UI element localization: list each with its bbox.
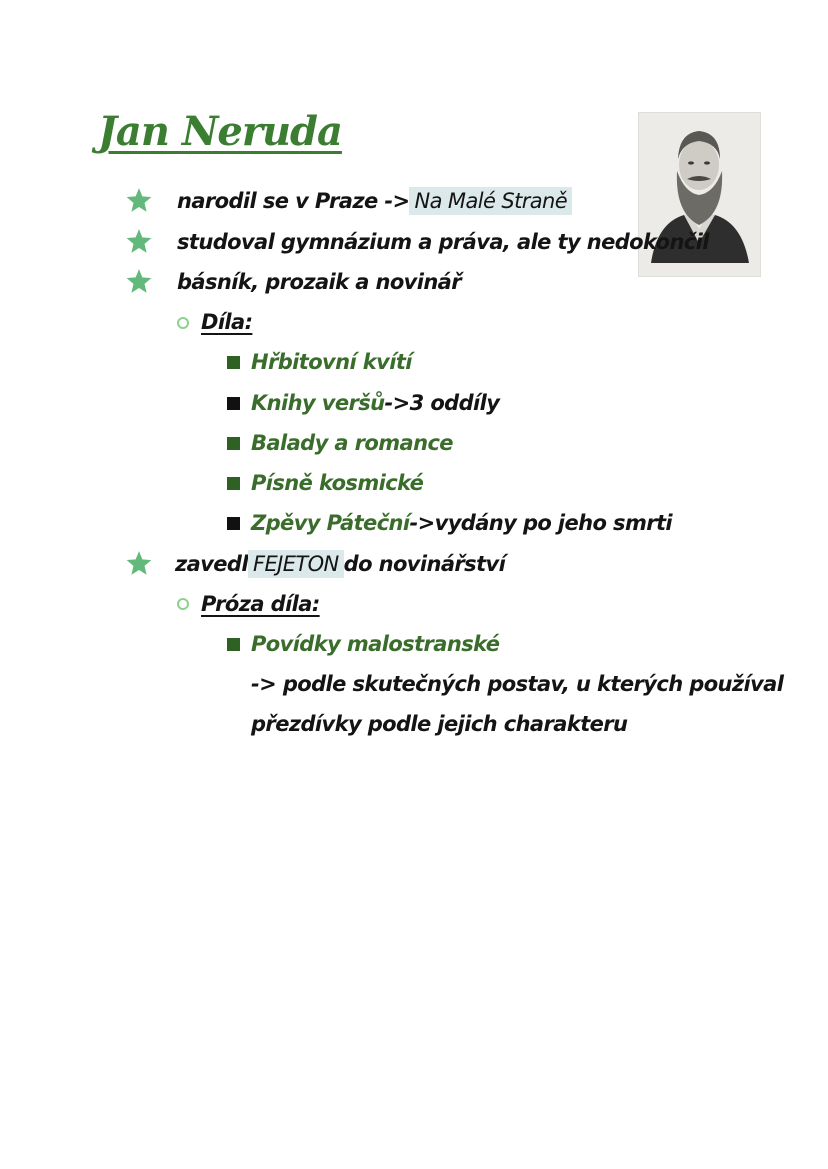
work-title: Zpěvy Páteční: [251, 511, 410, 535]
work-item: [251, 463, 423, 503]
star-icon: [126, 268, 152, 294]
birthplace-text: narodil se v Praze ->: [177, 189, 410, 213]
square-bullet-icon: [227, 477, 240, 490]
square-bullet-icon: [227, 517, 240, 530]
feuilleton-highlight: FEJETON: [248, 550, 344, 578]
square-bullet-icon: [227, 397, 240, 410]
works-heading-row: [201, 302, 252, 342]
feuilleton-text-post: do novinářství: [343, 552, 506, 576]
work-item: [251, 423, 453, 463]
prose-title: Povídky malostranské: [251, 632, 500, 656]
star-icon: [126, 187, 152, 213]
work-note: ->vydány po jeho smrti: [409, 511, 673, 535]
prose-heading: Próza díla:: [201, 592, 320, 616]
works-heading: Díla:: [201, 310, 253, 334]
work-item: [251, 342, 412, 382]
bullet-feuilleton: [175, 544, 505, 584]
star-icon: [126, 228, 152, 254]
prose-item: [251, 624, 499, 664]
feuilleton-text-pre: zavedl: [175, 552, 248, 576]
bullet-birthplace: [177, 181, 572, 221]
work-title: Balady a romance: [251, 431, 453, 455]
work-title: Knihy veršů: [251, 391, 385, 415]
bullet-profession: [177, 262, 461, 302]
work-title: Hřbitovní kvítí: [251, 350, 412, 374]
prose-note-line: [251, 704, 627, 744]
work-item: [251, 383, 499, 423]
square-bullet-icon: [227, 356, 240, 369]
circle-bullet-icon: [177, 598, 189, 610]
education-text: studoval gymnázium a práva, ale ty nedokončil: [177, 230, 709, 254]
profession-text: básník, prozaik a novinář: [177, 270, 462, 294]
prose-note: -> podle skutečných postav, u kterých používal: [251, 672, 784, 696]
work-title: Písně kosmické: [251, 471, 424, 495]
prose-note: přezdívky podle jejich charakteru: [251, 712, 628, 736]
prose-note-line: [251, 664, 783, 704]
circle-bullet-icon: [177, 317, 189, 329]
work-item: [251, 503, 672, 543]
birthplace-highlight: Na Malé Straně: [409, 187, 572, 215]
star-icon: [126, 550, 152, 576]
work-note: ->3 oddíly: [384, 391, 500, 415]
square-bullet-icon: [227, 437, 240, 450]
square-bullet-icon: [227, 638, 240, 651]
bullet-education: [177, 222, 709, 262]
prose-heading-row: [201, 584, 320, 624]
page-title: Jan Neruda: [98, 108, 342, 155]
